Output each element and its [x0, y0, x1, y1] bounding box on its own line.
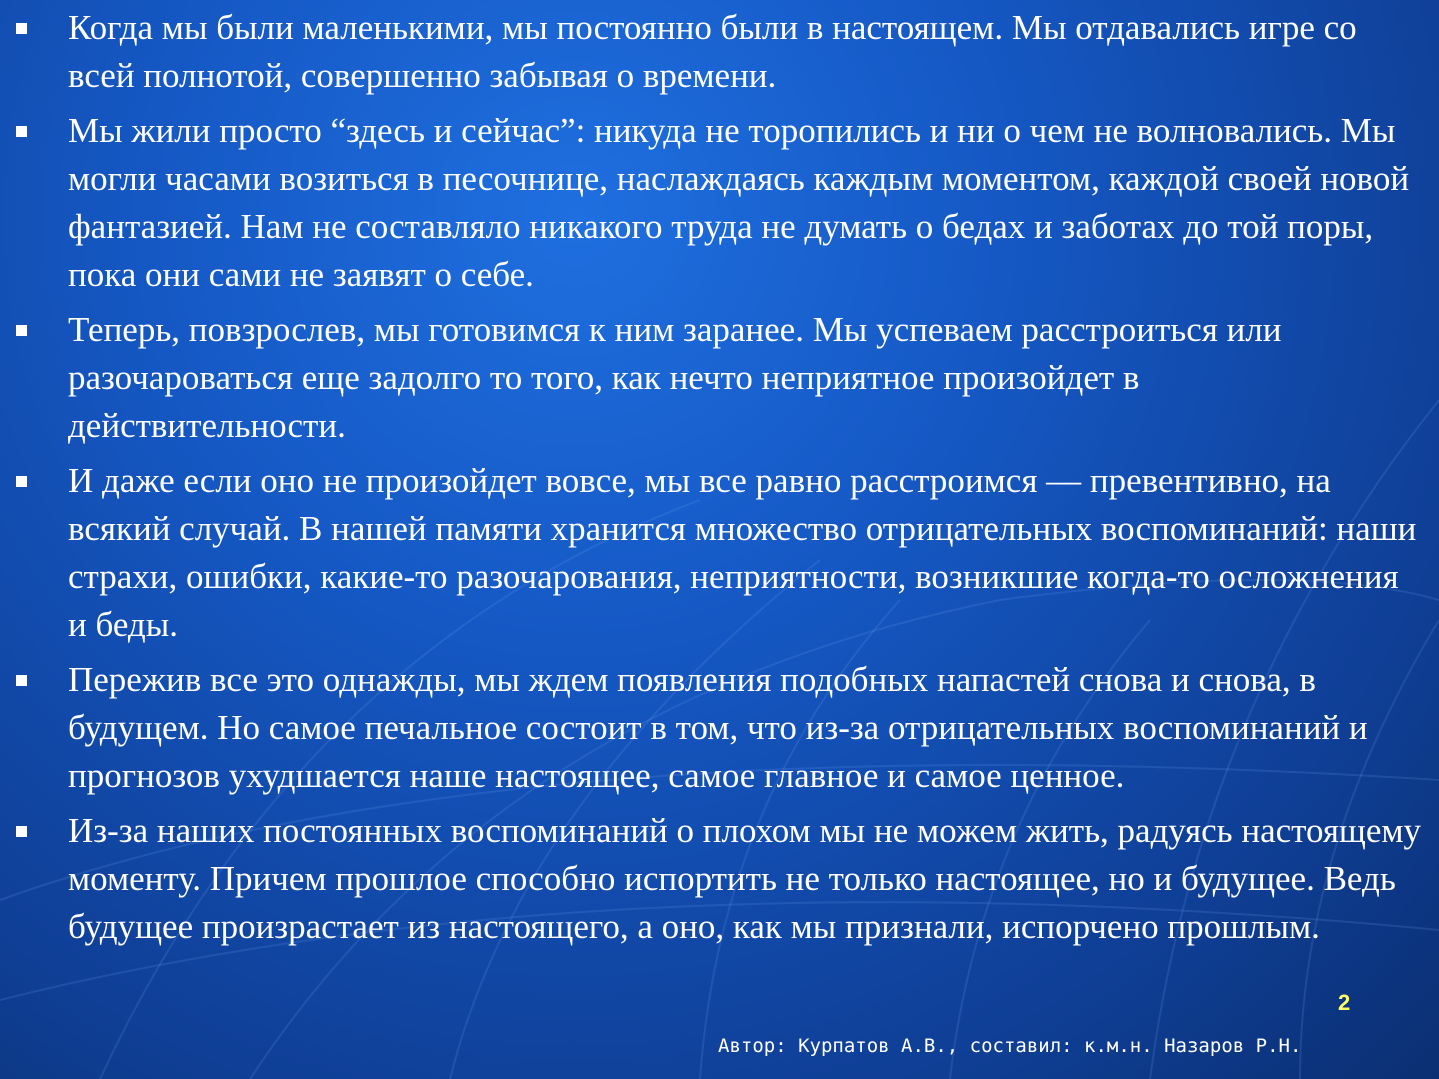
bullet-item	[0, 107, 1439, 299]
bullet-text: Теперь, повзрослев, мы готовимся к ним заранее. Мы успеваем расстроиться или разочароваться еще задолго то того, как нечто неприятное произойдет в действительности.	[68, 310, 1282, 445]
author-credit: Автор: Курпатов А.В., составил: к.м.н. Назаров Р.Н.	[718, 1035, 1302, 1057]
bullet-item	[0, 656, 1439, 800]
bullet-text: Мы жили просто “здесь и сейчас”: никуда не торопились и ни о чем не волновались. Мы могли часами возиться в песочнице, наслаждаясь каждым моментом, каждой своей новой фантазией. Нам не составляло никакого труда не думать о бедах и заботах до той поры, пока они сами не заявят о себе.	[68, 111, 1410, 294]
bullet-text: И даже если оно не произойдет вовсе, мы все равно расстроимся — превентивно, на всякий случай. В нашей памяти хранится множество отрицательных воспоминаний: наши страхи, ошибки, какие-то разочарования, неприятности, возникшие когда-то осложнения и беды.	[68, 461, 1417, 644]
bullet-list	[0, 4, 1439, 958]
square-bullet-icon	[16, 476, 27, 487]
bullet-item	[0, 306, 1439, 450]
bullet-item	[0, 457, 1439, 649]
square-bullet-icon	[16, 675, 27, 686]
bullet-text: Когда мы были маленькими, мы постоянно были в настоящем. Мы отдавались игре со всей полнотой, совершенно забывая о времени.	[68, 8, 1357, 95]
square-bullet-icon	[16, 325, 27, 336]
square-bullet-icon	[16, 23, 27, 34]
page-number: 2	[1338, 990, 1351, 1015]
bullet-text: Из-за наших постоянных воспоминаний о плохом мы не можем жить, радуясь настоящему моменту. Причем прошлое способно испортить не только настоящее, но и будущее. Ведь будущее произрастает из настоящего, а оно, как мы признали, испорчено прошлым.	[68, 811, 1422, 946]
bullet-item	[0, 4, 1439, 100]
square-bullet-icon	[16, 126, 27, 137]
bullet-text: Пережив все это однажды, мы ждем появления подобных напастей снова и снова, в будущем. Но самое печальное состоит в том, что из-за отрицательных воспоминаний и прогнозов ухудшается наше настоящее, самое главное и самое ценное.	[68, 660, 1368, 795]
square-bullet-icon	[16, 826, 27, 837]
bullet-item	[0, 807, 1439, 951]
